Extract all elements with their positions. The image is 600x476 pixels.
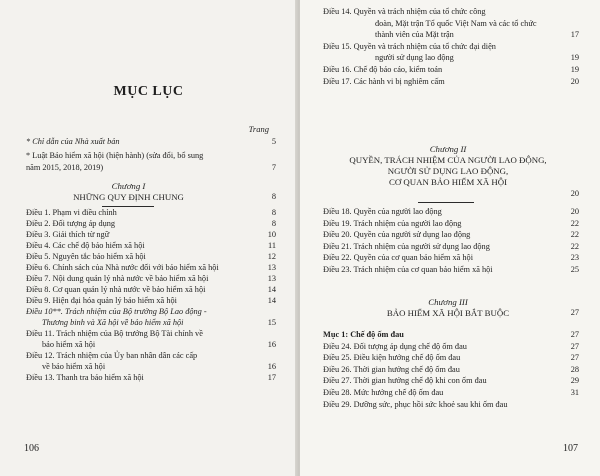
page-number: 107 [563,443,578,454]
right-page: Điều 14. Quyền và trách nhiệm của tổ chức công đoàn, Mặt trận Tổ quốc Việt Nam và các tổ chức thành viên của Mặt trận 17 Điều 15. Quyền và trách nhiệm của tổ chức đại diện người sử dụng lao động 19 Điều 16. Chế độ báo cáo, kiểm toán 19 Điều 17. Các hành vi bị nghiêm cấm 20 Chương II QUYỀN, TRÁCH NHIỆM CỦA NGƯỜI LAO ĐỘNG, NGƯỜI SỬ DỤNG LAO ĐỘNG, CƠ QUAN BẢO HIỂM XÃ HỘI 20 Điều 18. Quyền của người lao động 20 Điều 19. Trách nhiệm của người lao động 22 Điều 20. Quyền của người sử dụng lao động 22 Điều 21. Trách nhiệm của người sử dụng lao động 22 Điều 22. Quyền của cơ quan bảo hiểm xã hội 23 Điều 23. Trách nhiệm của cơ quan bảo hiểm xã hội 25 Chương III BẢO HIỂM XÃ HỘI BẮT BUỘC 27 Mục 1: Chế độ ốm đau 27 Điều 24. Đối tượng áp dụng chế độ ốm đau 27 Điều 25. Điều kiện hưởng chế độ ốm đau 27 Điều 26. Thời gian hưởng chế độ ốm đau 28 Điều 27. Thời gian hưởng chế độ khi con ốm đau 29 Điều 28. Mức hưởng chế độ ốm đau 31 Điều 29. Dưỡng sức, phục hồi sức khoẻ sau khi ốm đau 107 [300,0,600,476]
toc-title: MỤC LỤC [113,84,184,99]
chapter-heading[interactable]: Chương I NHỮNG QUY ĐỊNH CHUNG [73,181,184,202]
page-column-label: Trang [248,124,269,134]
divider [418,202,474,203]
chapter-heading[interactable]: Chương II QUYỀN, TRÁCH NHIỆM CỦA NGƯỜI LAO ĐỘNG, NGƯỜI SỬ DỤNG LAO ĐỘNG, CƠ QUAN BẢO HIỂM XÃ HỘI [349,144,547,187]
left-page: MỤC LỤC Trang * Chỉ dẫn của Nhà xuất bản 5 * Luật Bảo hiểm xã hội (hiện hành) (sửa đổi, bổ sung năm 2015, 2018, 2019) 7 Chương I NHỮNG QUY ĐỊNH CHUNG 8 Điều 1. Phạm vi điều chỉnh 8 Điều 2. Đối tượng áp dụng 8 Điều 3. Giải thích từ ngữ 10 Điều 4. Các chế độ bảo hiểm xã hội 11 Điều 5. Nguyên tắc bảo hiểm xã hội 12 Điều 6. Chính sách của Nhà nước đối với bảo hiểm xã hội 13 Điều 7. Nội dung quản lý nhà nước về bảo hiểm xã hội 13 Điều 8. Cơ quan quản lý nhà nước về bảo hiểm xã hội 14 Điều 9. Hiện đại hóa quản lý bảo hiểm xã hội 14 Điều 10**. Trách nhiệm của Bộ trưởng Bộ Lao động - Thương binh và Xã hội về bảo hiểm xã hội 15 Điều 11. Trách nhiệm của Bộ trưởng Bộ Tài chính về bảo hiểm xã hội 16 Điều 12. Trách nhiệm của Ủy ban nhân dân các cấp về bảo hiểm xã hội 16 Điều 13. Thanh tra bảo hiểm xã hội 17 106 [0,0,297,476]
chapter-heading[interactable]: Chương III BẢO HIỂM XÃ HỘI BẮT BUỘC [386,297,510,318]
divider [102,206,154,207]
page-number: 106 [24,443,39,454]
